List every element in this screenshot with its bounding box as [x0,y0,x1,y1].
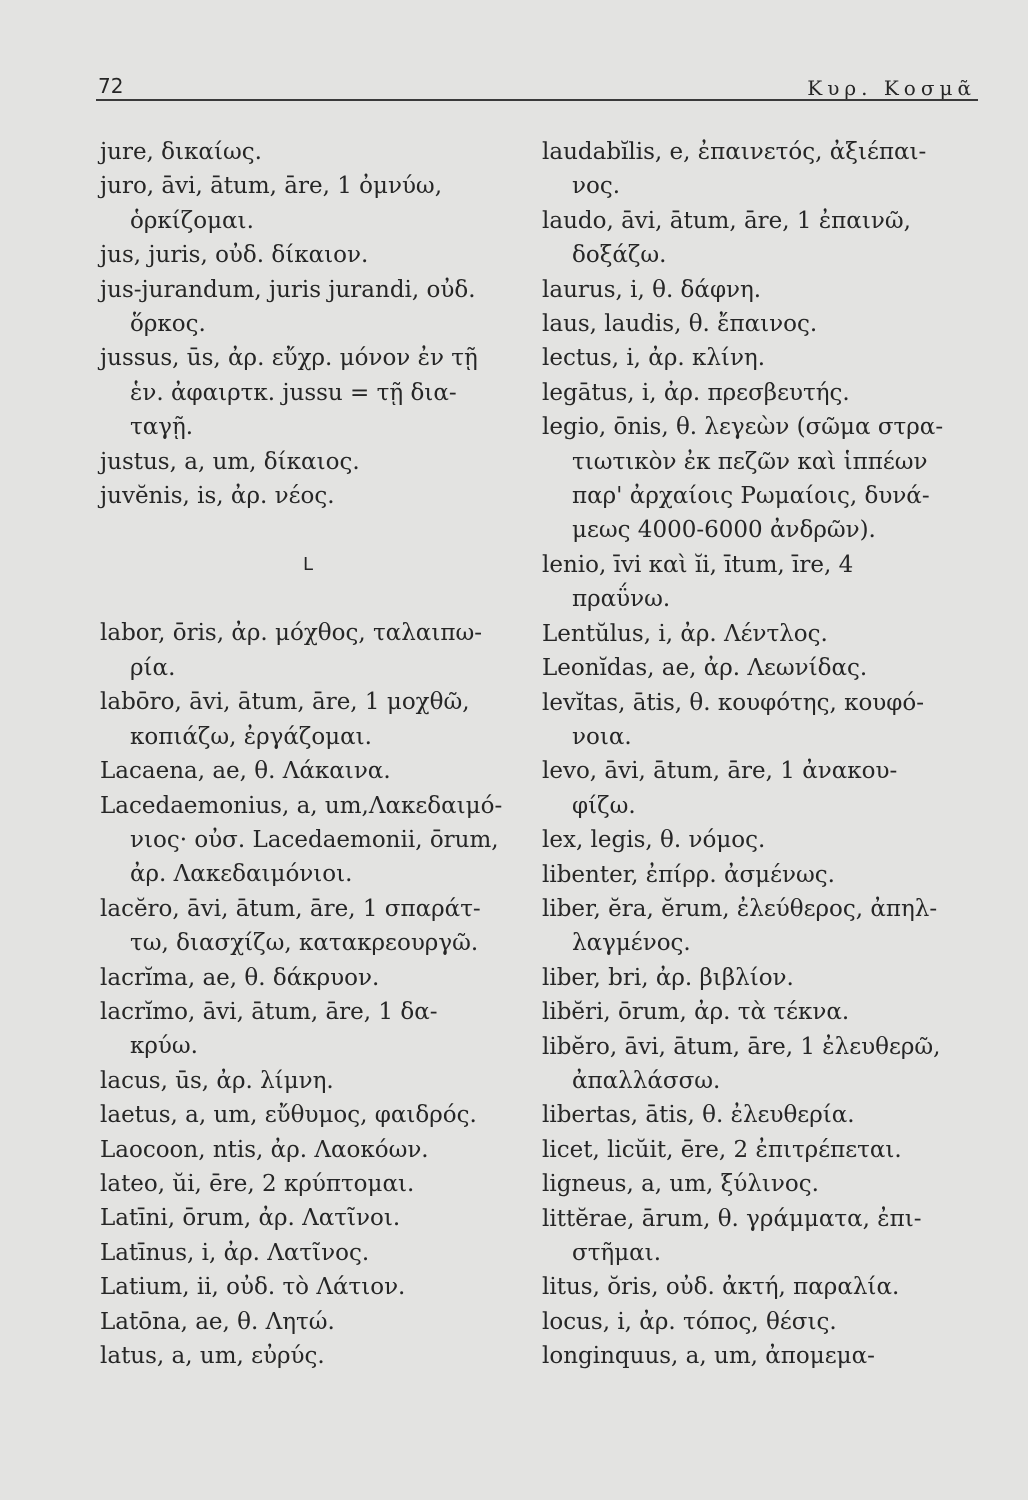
entry-continuation: νος. [572,173,621,200]
entry-headline: longinquus, a, um, ἀπομεμα- [542,1343,875,1370]
dictionary-entry [100,1167,516,1201]
entry-headline: jussus, ūs, ἀρ. εὔχρ. μόνον ἐν τῇ [100,345,478,372]
entry-headline: litus, ŏris, οὐδ. ἀκτή, παραλία. [542,1274,900,1301]
dictionary-entry [542,410,978,548]
left-column [100,135,516,1373]
entry-headline: laus, laudis, θ. ἔπαινος. [542,311,818,338]
dictionary-entry [100,169,516,238]
entry-headline: libertas, ātis, θ. ἐλευθερία. [542,1102,855,1129]
header-rule [96,99,978,101]
dictionary-entry [542,204,978,273]
dictionary-entry [100,1339,516,1373]
dictionary-entry [100,479,516,513]
entry-continuation: νοια. [572,723,632,750]
page-number: 72 [98,74,124,98]
section-letter: L [302,554,314,576]
dictionary-entry [100,1133,516,1167]
dictionary-entry [542,376,978,410]
dictionary-entry [542,1270,978,1304]
dictionary-entry [100,1201,516,1235]
entry-headline: Lacaena, ae, θ. Λάκαινα. [100,758,391,785]
entry-continuation: πραΰνω. [572,586,671,613]
entry-headline: juro, āvi, ātum, āre, 1 ὀμνύω, [100,173,443,200]
entry-headline: jure, δικαίως. [100,139,262,165]
dictionary-entry [100,1270,516,1304]
dictionary-entry [100,445,516,479]
entry-headline: labōro, āvi, ātum, āre, 1 μοχθῶ, [100,689,470,716]
entry-headline: lacrĭma, ae, θ. δάκρυον. [100,964,380,991]
entry-headline: jus, juris, οὐδ. δίκαιον. [100,242,369,269]
dictionary-entry [100,135,516,169]
dictionary-entry [542,307,978,341]
dictionary-entry [100,616,516,685]
dictionary-entry [542,548,978,617]
entry-headline: lenio, īvi καὶ ĭi, ītum, īre, 4 [542,551,854,578]
entry-continuation: ρία. [130,654,176,681]
entry-headline: Latīnus, i, ἀρ. Λατῖνος. [100,1239,370,1266]
entry-continuation: ὅρκος. [130,311,206,338]
entry-continuation: παρ' ἀρχαίοις Ρωμαίοις, δυνά- [572,483,930,510]
entry-continuation: τιωτικὸν ἐκ πεζῶν καὶ ἱππέων [572,448,928,475]
entry-headline: justus, a, um, δίκαιος. [100,448,360,475]
dictionary-entry [542,823,978,857]
entry-headline: lateo, ŭi, ēre, 2 κρύπτομαι. [100,1170,415,1197]
entry-headline: locus, i, ἀρ. τόπος, θέσις. [542,1308,837,1335]
entry-headline: laudo, āvi, ātum, āre, 1 ἐπαινῶ, [542,207,911,234]
entry-headline: lacus, ūs, ἀρ. λίμνη. [100,1067,334,1094]
dictionary-entry [542,1339,978,1373]
dictionary-entry [542,1202,978,1271]
entry-continuation: κοπιάζω, ἐργάζομαι. [130,723,372,750]
entry-headline: lex, legis, θ. νόμος. [542,827,766,854]
dictionary-entry [100,961,516,995]
entry-continuation: τω, διασχίζω, κατακρεουργῶ. [130,930,479,957]
entry-headline: levo, āvi, ātum, āre, 1 ἀνακου- [542,758,898,785]
dictionary-entry [100,892,516,961]
entry-headline: labor, ōris, ἀρ. μόχθος, ταλαιπω- [100,620,482,647]
entry-continuation: νιος· οὐσ. Lacedaemonii, ōrum, [130,826,499,853]
entry-headline: libĕro, āvi, ātum, āre, 1 ἐλευθερῶ, [542,1033,941,1060]
entry-continuation: ἑν. ἀφαιρτκ. jussu = τῇ δια- [130,379,457,406]
dictionary-entry [100,341,516,444]
dictionary-entry [100,1098,516,1132]
dictionary-entry [100,1305,516,1339]
dictionary-entry [542,135,978,204]
entry-headline: licet, licŭit, ēre, 2 ἐπιτρέπεται. [542,1136,902,1163]
entry-headline: Latīni, ōrum, ἀρ. Λατῖνοι. [100,1205,401,1232]
entry-headline: laudabĭlis, e, ἐπαινετός, ἀξιέπαι- [542,139,927,165]
dictionary-entry [542,1030,978,1099]
entry-continuation: ταγῇ. [130,414,194,441]
entry-headline: laetus, a, um, εὔθυμος, φαιδρός. [100,1102,477,1129]
entry-headline: levĭtas, ātis, θ. κουφότης, κουφό- [542,689,924,716]
entry-headline: Latium, ii, οὐδ. τὸ Λάτιον. [100,1274,406,1301]
dictionary-entry [100,238,516,272]
entry-headline: littĕrae, ārum, θ. γράμματα, ἐπι- [542,1205,922,1232]
entry-continuation: ἀπαλλάσσω. [572,1067,721,1094]
entry-headline: lacrĭmo, āvi, ātum, āre, 1 δα- [100,998,438,1025]
entry-headline: lacĕro, āvi, ātum, āre, 1 σπαράτ- [100,895,481,922]
entry-headline: Latōna, ae, θ. Λητώ. [100,1308,335,1335]
entry-headline: juvĕnis, is, ἀρ. νέος. [100,483,335,510]
entry-headline: legio, ōnis, θ. λεγεὼν (σῶμα στρα- [542,414,944,441]
dictionary-entry [542,273,978,307]
entry-continuation: λαγμένος. [572,930,691,957]
dictionary-entry [542,892,978,961]
dictionary-entry [542,1098,978,1132]
right-column [542,135,978,1374]
dictionary-entry [542,617,978,651]
dictionary-entry [100,685,516,754]
dictionary-entry [542,341,978,375]
dictionary-entry [542,1167,978,1201]
entry-continuation: κρύω. [130,1033,198,1060]
entry-headline: liber, bri, ἀρ. βιβλίον. [542,964,794,991]
entry-headline: Leonĭdas, ae, ἀρ. Λεωνίδας. [542,655,868,682]
dictionary-entry [100,995,516,1064]
dictionary-entry [542,686,978,755]
entry-headline: legātus, i, ἀρ. πρεσβευτής. [542,379,850,406]
entry-headline: Laocoon, ntis, ἀρ. Λαοκόων. [100,1136,429,1163]
entry-continuation: ἀρ. Λακεδαιμόνιοι. [130,861,353,888]
entry-headline: laurus, i, θ. δάφνη. [542,276,762,303]
dictionary-entry [542,995,978,1029]
dictionary-entry [542,651,978,685]
dictionary-entry [542,961,978,995]
entry-continuation: δοξάζω. [572,242,667,269]
entry-continuation: μεως 4000-6000 ἀνδρῶν). [572,517,876,544]
entry-headline: latus, a, um, εὐρύς. [100,1343,325,1369]
dictionary-entry [542,1133,978,1167]
dictionary-entry [100,273,516,342]
entry-continuation: φίζω. [572,792,636,819]
entry-headline: ligneus, a, um, ξύλινος. [542,1171,819,1198]
entry-continuation: ὁρκίζομαι. [130,207,254,234]
dictionary-entry [100,1064,516,1098]
dictionary-entry [542,858,978,892]
entry-headline: liber, ĕra, ĕrum, ἐλεύθερος, ἀπηλ- [542,895,938,922]
dictionary-entry [542,1305,978,1339]
entry-headline: jus-jurandum, juris jurandi, οὐδ. [100,276,476,303]
entry-headline: libĕri, ōrum, ἀρ. τὰ τέκνα. [542,999,850,1026]
running-head: Κυρ. Κοσμᾶ [807,76,976,100]
entry-headline: Lentŭlus, i, ἀρ. Λέντλος. [542,620,828,647]
entry-headline: libenter, ἐπίρρ. ἀσμένως. [542,861,835,888]
dictionary-entry [100,789,516,892]
entry-headline: Lacedaemonius, a, um,Λακεδαιμό- [100,792,503,819]
dictionary-entry [542,754,978,823]
entry-headline: lectus, i, ἀρ. κλίνη. [542,345,766,372]
dictionary-entry [100,754,516,788]
entry-continuation: στῆμαι. [572,1240,662,1266]
dictionary-entry [100,1236,516,1270]
